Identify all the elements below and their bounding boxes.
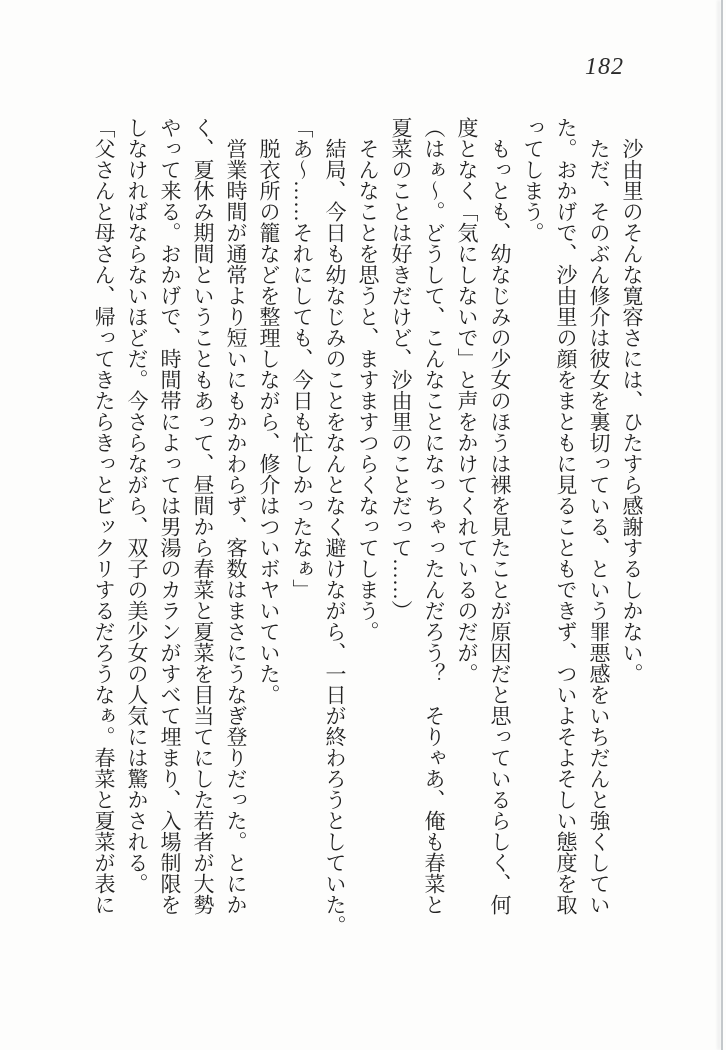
text-line: 「あ〜……それにしても、今日も忙しかったなぁ」 [290, 117, 314, 600]
text-line: ってしまう。 [521, 117, 545, 243]
text-line: そんなことを思うと、ますますつらくなってしまう。 [356, 117, 380, 642]
text-line: 度となく「気にしないで」と声をかけてくれているのだが。 [455, 117, 479, 684]
body-text [87, 117, 648, 936]
text-line: く、夏休み期間ということもあって、昼間から春菜と夏菜を目当てにした若者が大勢 [191, 117, 215, 915]
text-line: 結局、今日も幼なじみのことをなんとなく避けながら、一日が終わろうとしていた。 [323, 117, 347, 936]
page-edge-shadow [721, 0, 723, 1050]
text-line: た。おかげで、沙由里の顔をまともに見ることもできず、ついよそよそしい態度を取 [554, 117, 578, 915]
text-line: 営業時間が通常より短いにもかかわらず、客数はまさにうなぎ登りだった。とにか [224, 117, 248, 915]
text-line: やって来る。おかげで、時間帯によっては男湯のカランがすべて埋まり、入場制限を [158, 117, 182, 915]
text-line: 夏菜のことは好きだけど、沙由里のことだって……） [389, 117, 413, 621]
text-line: 「父さんと母さん、帰ってきたらきっとビックリするだろうなぁ。春菜と夏菜が表に [92, 117, 116, 915]
text-line: しなければならないほどだ。今さらながら、双子の美少女の人気には驚かされる。 [125, 117, 149, 894]
text-line: （はぁ〜。どうして、こんなことになっちゃったんだろう？ そりゃあ、俺も春菜と [422, 117, 446, 915]
text-line: ただ、そのぶん修介は彼女を裏切っている、という罪悪感をいちだんと強くしてい [587, 117, 611, 915]
page-number: 182 [585, 54, 624, 80]
text-line: もっとも、幼なじみの少女のほうは裸を見たことが原因だと思っているらしく、何 [488, 117, 512, 915]
text-line: 沙由里のそんな寛容さには、ひたすら感謝するしかない。 [620, 117, 644, 684]
text-line: 脱衣所の籠などを整理しながら、修介はついボヤいていた。 [257, 117, 281, 705]
